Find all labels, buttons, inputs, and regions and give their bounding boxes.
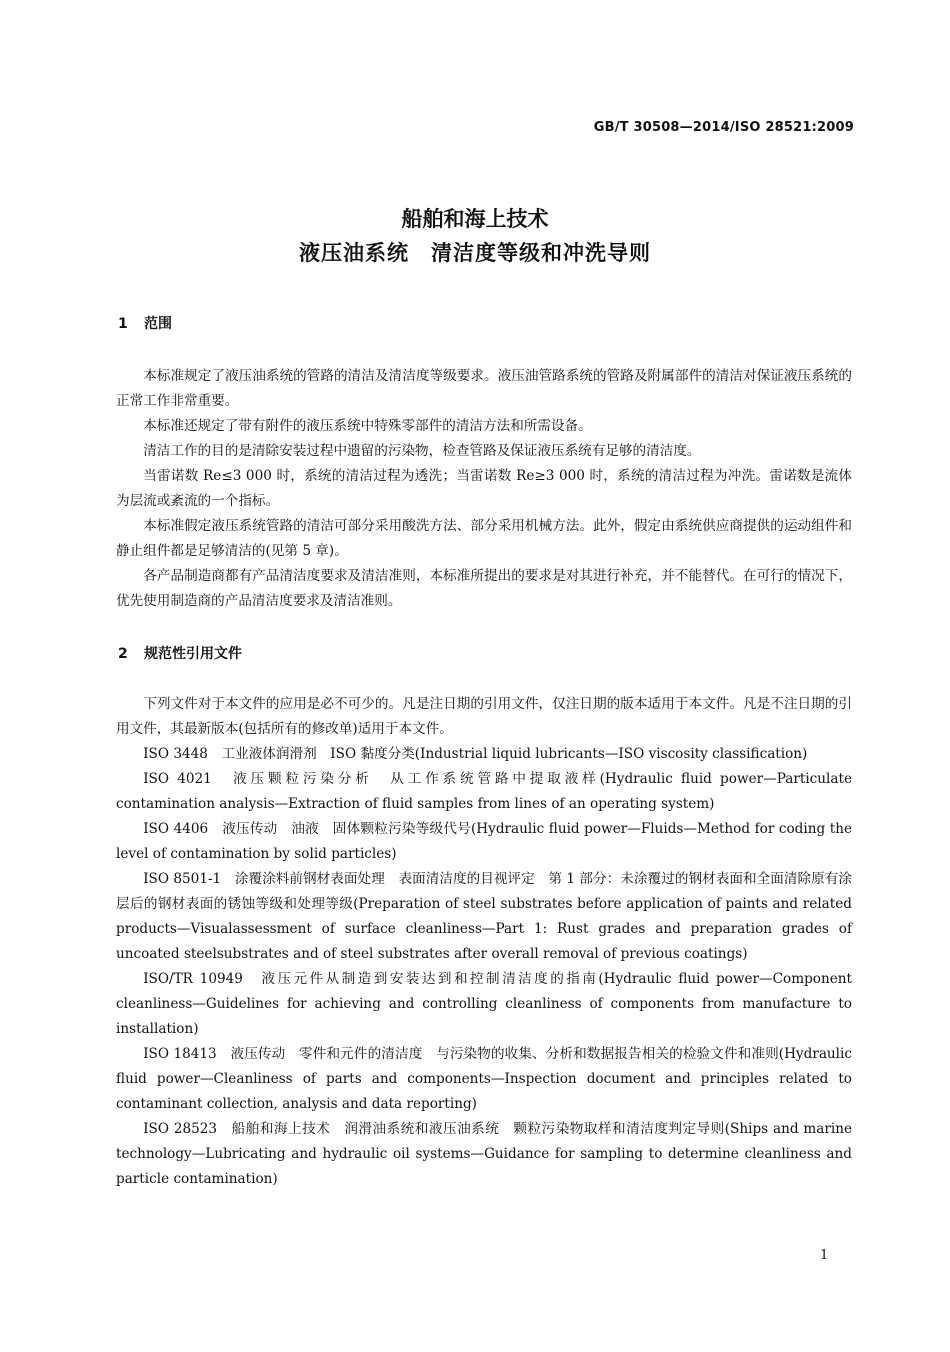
paragraph: 清洁工作的目的是清除安装过程中遗留的污染物，检查管路及保证液压系统有足够的清洁度。 bbox=[143, 443, 701, 459]
paragraph: 本标准还规定了带有附件的液压系统中特殊零部件的清洁方法和所需设备。 bbox=[143, 418, 592, 434]
reference-item: ISO 3448 工业液体润滑剂 ISO 黏度分类(Industrial liquid lubricants—ISO viscosity classification) bbox=[143, 746, 808, 762]
reference-item: ISO 4406 液压传动 油液 固体颗粒污染等级代号(Hydraulic fluid power—Fluids—Method for coding the level of contamination by solid particles) bbox=[116, 821, 852, 862]
section-1-body bbox=[116, 364, 852, 614]
paragraph: 当雷诺数 Re≤3 000 时，系统的清洁过程为透洗；当雷诺数 Re≥3 000 时，系统的清洁过程为冲洗。雷诺数是流体为层流或紊流的一个指标。 bbox=[116, 468, 852, 509]
reference-item: ISO 28523 船舶和海上技术 润滑油系统和液压油系统 颗粒污染物取样和清洁度判定导则(Ships and marine technology—Lubricating and hydraulic oil systems—Guidance for sampling to determine cleanliness and particle contamination) bbox=[116, 1121, 852, 1187]
reference-item: ISO 18413 液压传动 零件和元件的清洁度 与污染物的收集、分析和数据报告相关的检验文件和准则(Hydraulic fluid power—Cleanliness of parts and components—Inspection document and principles related to contaminant collection, analysis and data reporting) bbox=[116, 1046, 852, 1112]
paragraph: 本标准假定液压系统管路的清洁可部分采用酸洗方法、部分采用机械方法。此外，假定由系统供应商提供的运动组件和静止组件都是足够清洁的(见第 5 章)。 bbox=[116, 518, 852, 559]
title-line-1: 船舶和海上技术 bbox=[401, 207, 549, 231]
reference-item: ISO/TR 10949 液压元件从制造到安装达到和控制清洁度的指南(Hydraulic fluid power—Component cleanliness—Guidelines for achieving and controlling cleanliness of components from manufacture to installation) bbox=[116, 971, 852, 1037]
paragraph: 下列文件对于本文件的应用是必不可少的。凡是注日期的引用文件，仅注日期的版本适用于本文件。凡是不注日期的引用文件，其最新版本(包括所有的修改单)适用于本文件。 bbox=[116, 696, 852, 737]
section-2-body bbox=[116, 692, 852, 1192]
section-2-number: 2 bbox=[118, 646, 128, 662]
section-1-number: 1 bbox=[118, 316, 128, 332]
page-number: 1 bbox=[820, 1248, 829, 1263]
section-2-title: 规范性引用文件 bbox=[144, 646, 242, 662]
section-2-heading bbox=[118, 643, 242, 663]
reference-item: ISO 8501-1 涂覆涂料前钢材表面处理 表面清洁度的目视评定 第 1 部分：未涂覆过的钢材表面和全面清除原有涂层后的钢材表面的锈蚀等级和处理等级(Preparation of steel substrates before application of paints and related products—Visualassessment of surface cleanliness—Part 1: Rust grades and preparation grades of uncoated steelsubstrates and of steel substrates after overall removal of previous coatings) bbox=[116, 871, 852, 962]
paragraph: 本标准规定了液压油系统的管路的清洁及清洁度等级要求。液压油管路系统的管路及附属部件的清洁对保证液压系统的正常工作非常重要。 bbox=[116, 368, 852, 409]
paragraph: 各产品制造商都有产品清洁度要求及清洁准则，本标准所提出的要求是对其进行补充，并不能替代。在可行的情况下，优先使用制造商的产品清洁度要求及清洁准则。 bbox=[116, 568, 852, 609]
section-1-heading bbox=[118, 313, 172, 333]
section-1-title: 范围 bbox=[144, 316, 172, 332]
title-line-2: 液压油系统 清洁度等级和冲洗导则 bbox=[299, 241, 651, 265]
reference-item: ISO 4021 液压颗粒污染分析 从工作系统管路中提取液样(Hydraulic fluid power—Particulate contamination analysis—Extraction of fluid samples from lines of an operating system) bbox=[116, 771, 852, 812]
standard-code: GB/T 30508—2014/ISO 28521:2009 bbox=[593, 120, 854, 135]
